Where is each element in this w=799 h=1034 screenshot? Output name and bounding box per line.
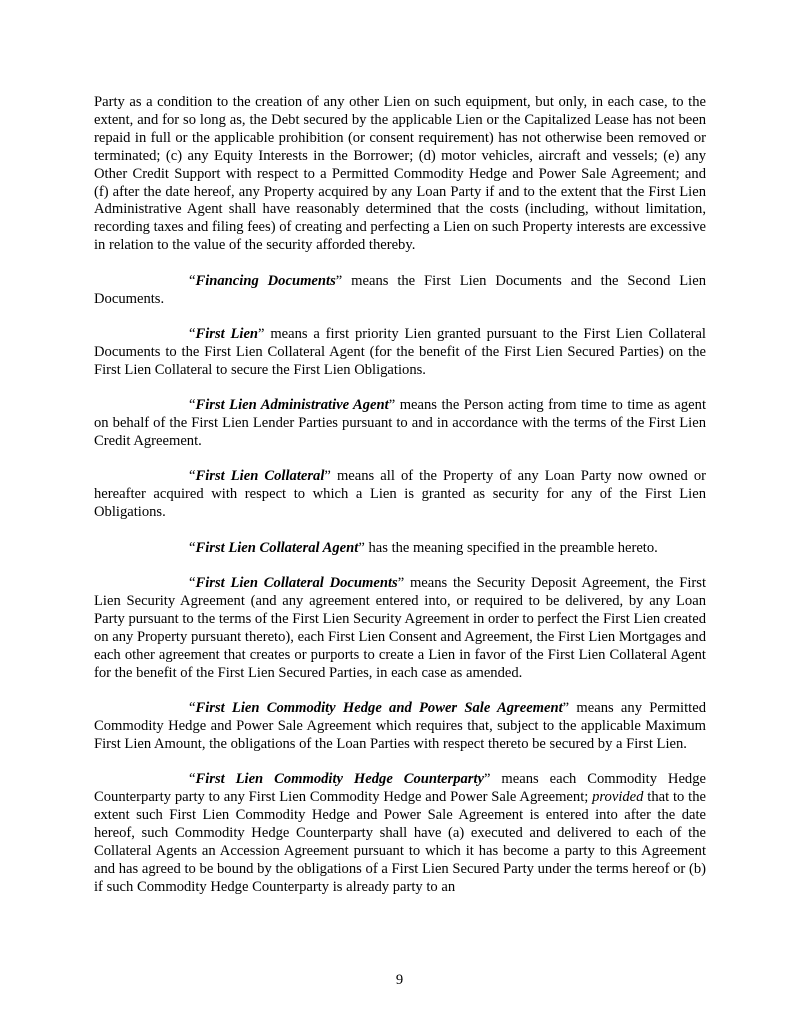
defined-term: First Lien Commodity Hedge Counterparty <box>195 771 485 788</box>
definition-first-lien: “First Lien” means a first priority Lien granted pursuant to the First Lien Collateral Documents to the First Lien Collateral Agent (for the benefit of the First Lien Secured Parties) on the First Lien Collateral to secure the First Lien Obligations. <box>94 325 706 378</box>
definition-text-continued: that to the extent such First Lien Commodity Hedge and Power Sale Agreement is entered into after the date hereof, such Commodity Hedge Counterparty shall have (a) executed and delivered to each of the Collateral Agents an Accession Agreement pursuant to which it has become a party to this Agreement and has agreed to be bound by the obligations of a First Lien Secured Party under the terms hereof or (b) if such Commodity Hedge Counterparty is already party to an <box>94 789 706 895</box>
defined-term: First Lien Collateral <box>195 468 325 485</box>
intro-paragraph: Party as a condition to the creation of any other Lien on such equipment, but only, in each case, to the extent, and for so long as, the Debt secured by the applicable Lien or the Capitalized Lease has not been repaid in full or the applicable prohibition (or consent requirement) has not otherwise been removed or terminated; (c) any Equity Interests in the Borrower; (d) motor vehicles, aircraft and vessels; (e) any Other Credit Support with respect to a Permitted Commodity Hedge and Power Sale Agreement; and (f) after the date hereof, any Property acquired by any Loan Party if and to the extent that the First Lien Administrative Agent shall have reasonably determined that the costs (including, without limitation, recording taxes and filing fees) of creating and perfecting a Lien on such Property interests are excessive in relation to the value of the security afforded thereby. <box>94 94 706 254</box>
definition-text: means the Security Deposit Agreement, the First Lien Security Agreement (and any agreement entered into, or required to be delivered, by any Loan Party pursuant to the terms of the First Lien Security Agreement in order to perfect the First Lien created on any Property pursuant thereto), each First Lien Consent and Agreement, the First Lien Mortgages and each other agreement that creates or purports to create a Lien in favor of the First Lien Collateral Agent for the benefit of the First Lien Secured Parties, in each case as amended. <box>94 575 706 681</box>
definition-text: means all of the Property of any Loan Party now owned or hereafter acquired with respect to which a Lien is granted as security for any of the First Lien Obligations. <box>94 468 706 521</box>
definition-first-lien-commodity-hedge-counterparty: “First Lien Commodity Hedge Counterparty” means each Commodity Hedge Counterparty party to any First Lien Commodity Hedge and Power Sale Agreement; provided that to the extent such First Lien Commodity Hedge and Power Sale Agreement is entered into after the date hereof, such Commodity Hedge Counterparty shall have (a) executed and delivered to each of the Collateral Agents an Accession Agreement pursuant to which it has become a party to this Agreement and has agreed to be bound by the obligations of a First Lien Secured Party under the terms hereof or (b) if such Commodity Hedge Counterparty is already party to an <box>94 771 706 895</box>
definition-first-lien-administrative-agent: “First Lien Administrative Agent” means the Person acting from time to time as agent on behalf of the First Lien Lender Parties pursuant to and in accordance with the terms of the First Lien Credit Agreement. <box>94 397 707 449</box>
definition-text: means the Person acting from time to time as agent on behalf of the First Lien Lender Parties pursuant to and in accordance with the terms of the First Lien Credit Agreement. <box>94 397 707 449</box>
definition-text: has the meaning specified in the preamble hereto. <box>364 539 658 556</box>
document-page <box>94 94 706 914</box>
defined-term: First Lien Commodity Hedge and Power Sale Agreement <box>195 699 563 716</box>
defined-term: Financing Documents <box>195 272 336 289</box>
definition-first-lien-commodity-hedge-agreement: “First Lien Commodity Hedge and Power Sale Agreement” means any Permitted Commodity Hedge and Power Sale Agreement which requires that, subject to the applicable Maximum First Lien Amount, the obligations of the Loan Parties with respect thereto be secured by a First Lien. <box>94 699 706 752</box>
defined-term: First Lien Administrative Agent <box>195 397 389 414</box>
defined-term: First Lien Collateral Documents <box>195 575 398 592</box>
definition-text: means any Permitted Commodity Hedge and Power Sale Agreement which requires that, subject to the applicable Maximum First Lien Amount, the obligations of the Loan Parties with respect thereto be secured by a First Lien. <box>94 699 706 752</box>
page-number: 9 <box>395 972 404 988</box>
defined-term: First Lien <box>195 325 259 342</box>
definition-first-lien-collateral: “First Lien Collateral” means all of the Property of any Loan Party now owned or hereafter acquired with respect to which a Lien is granted as security for any of the First Lien Obligations. <box>94 468 706 521</box>
definition-text: means the First Lien Documents and the Second Lien Documents. <box>94 272 707 307</box>
definition-financing-documents: “Financing Documents” means the First Lien Documents and the Second Lien Documents. <box>94 272 707 307</box>
definition-text: means each Commodity Hedge Counterparty party to any First Lien Commodity Hedge and Power Sale Agreement; <box>94 771 706 806</box>
defined-term: First Lien Collateral Agent <box>195 539 359 556</box>
definition-first-lien-collateral-agent: “First Lien Collateral Agent” has the meaning specified in the preamble hereto. <box>189 539 658 556</box>
definition-first-lien-collateral-documents: “First Lien Collateral Documents” means the Security Deposit Agreement, the First Lien Security Agreement (and any agreement entered into, or required to be delivered, by any Loan Party pursuant to the terms of the First Lien Security Agreement in order to perfect the First Lien created on any Property pursuant thereto), each First Lien Consent and Agreement, the First Lien Mortgages and each other agreement that creates or purports to create a Lien in favor of the First Lien Collateral Agent for the benefit of the First Lien Secured Parties, in each case as amended. <box>94 575 706 681</box>
definition-text: means a first priority Lien granted pursuant to the First Lien Collateral Documents to the First Lien Collateral Agent (for the benefit of the First Lien Secured Parties) on the First Lien Collateral to secure the First Lien Obligations. <box>94 325 706 378</box>
emphasis-provided: provided <box>592 789 644 806</box>
